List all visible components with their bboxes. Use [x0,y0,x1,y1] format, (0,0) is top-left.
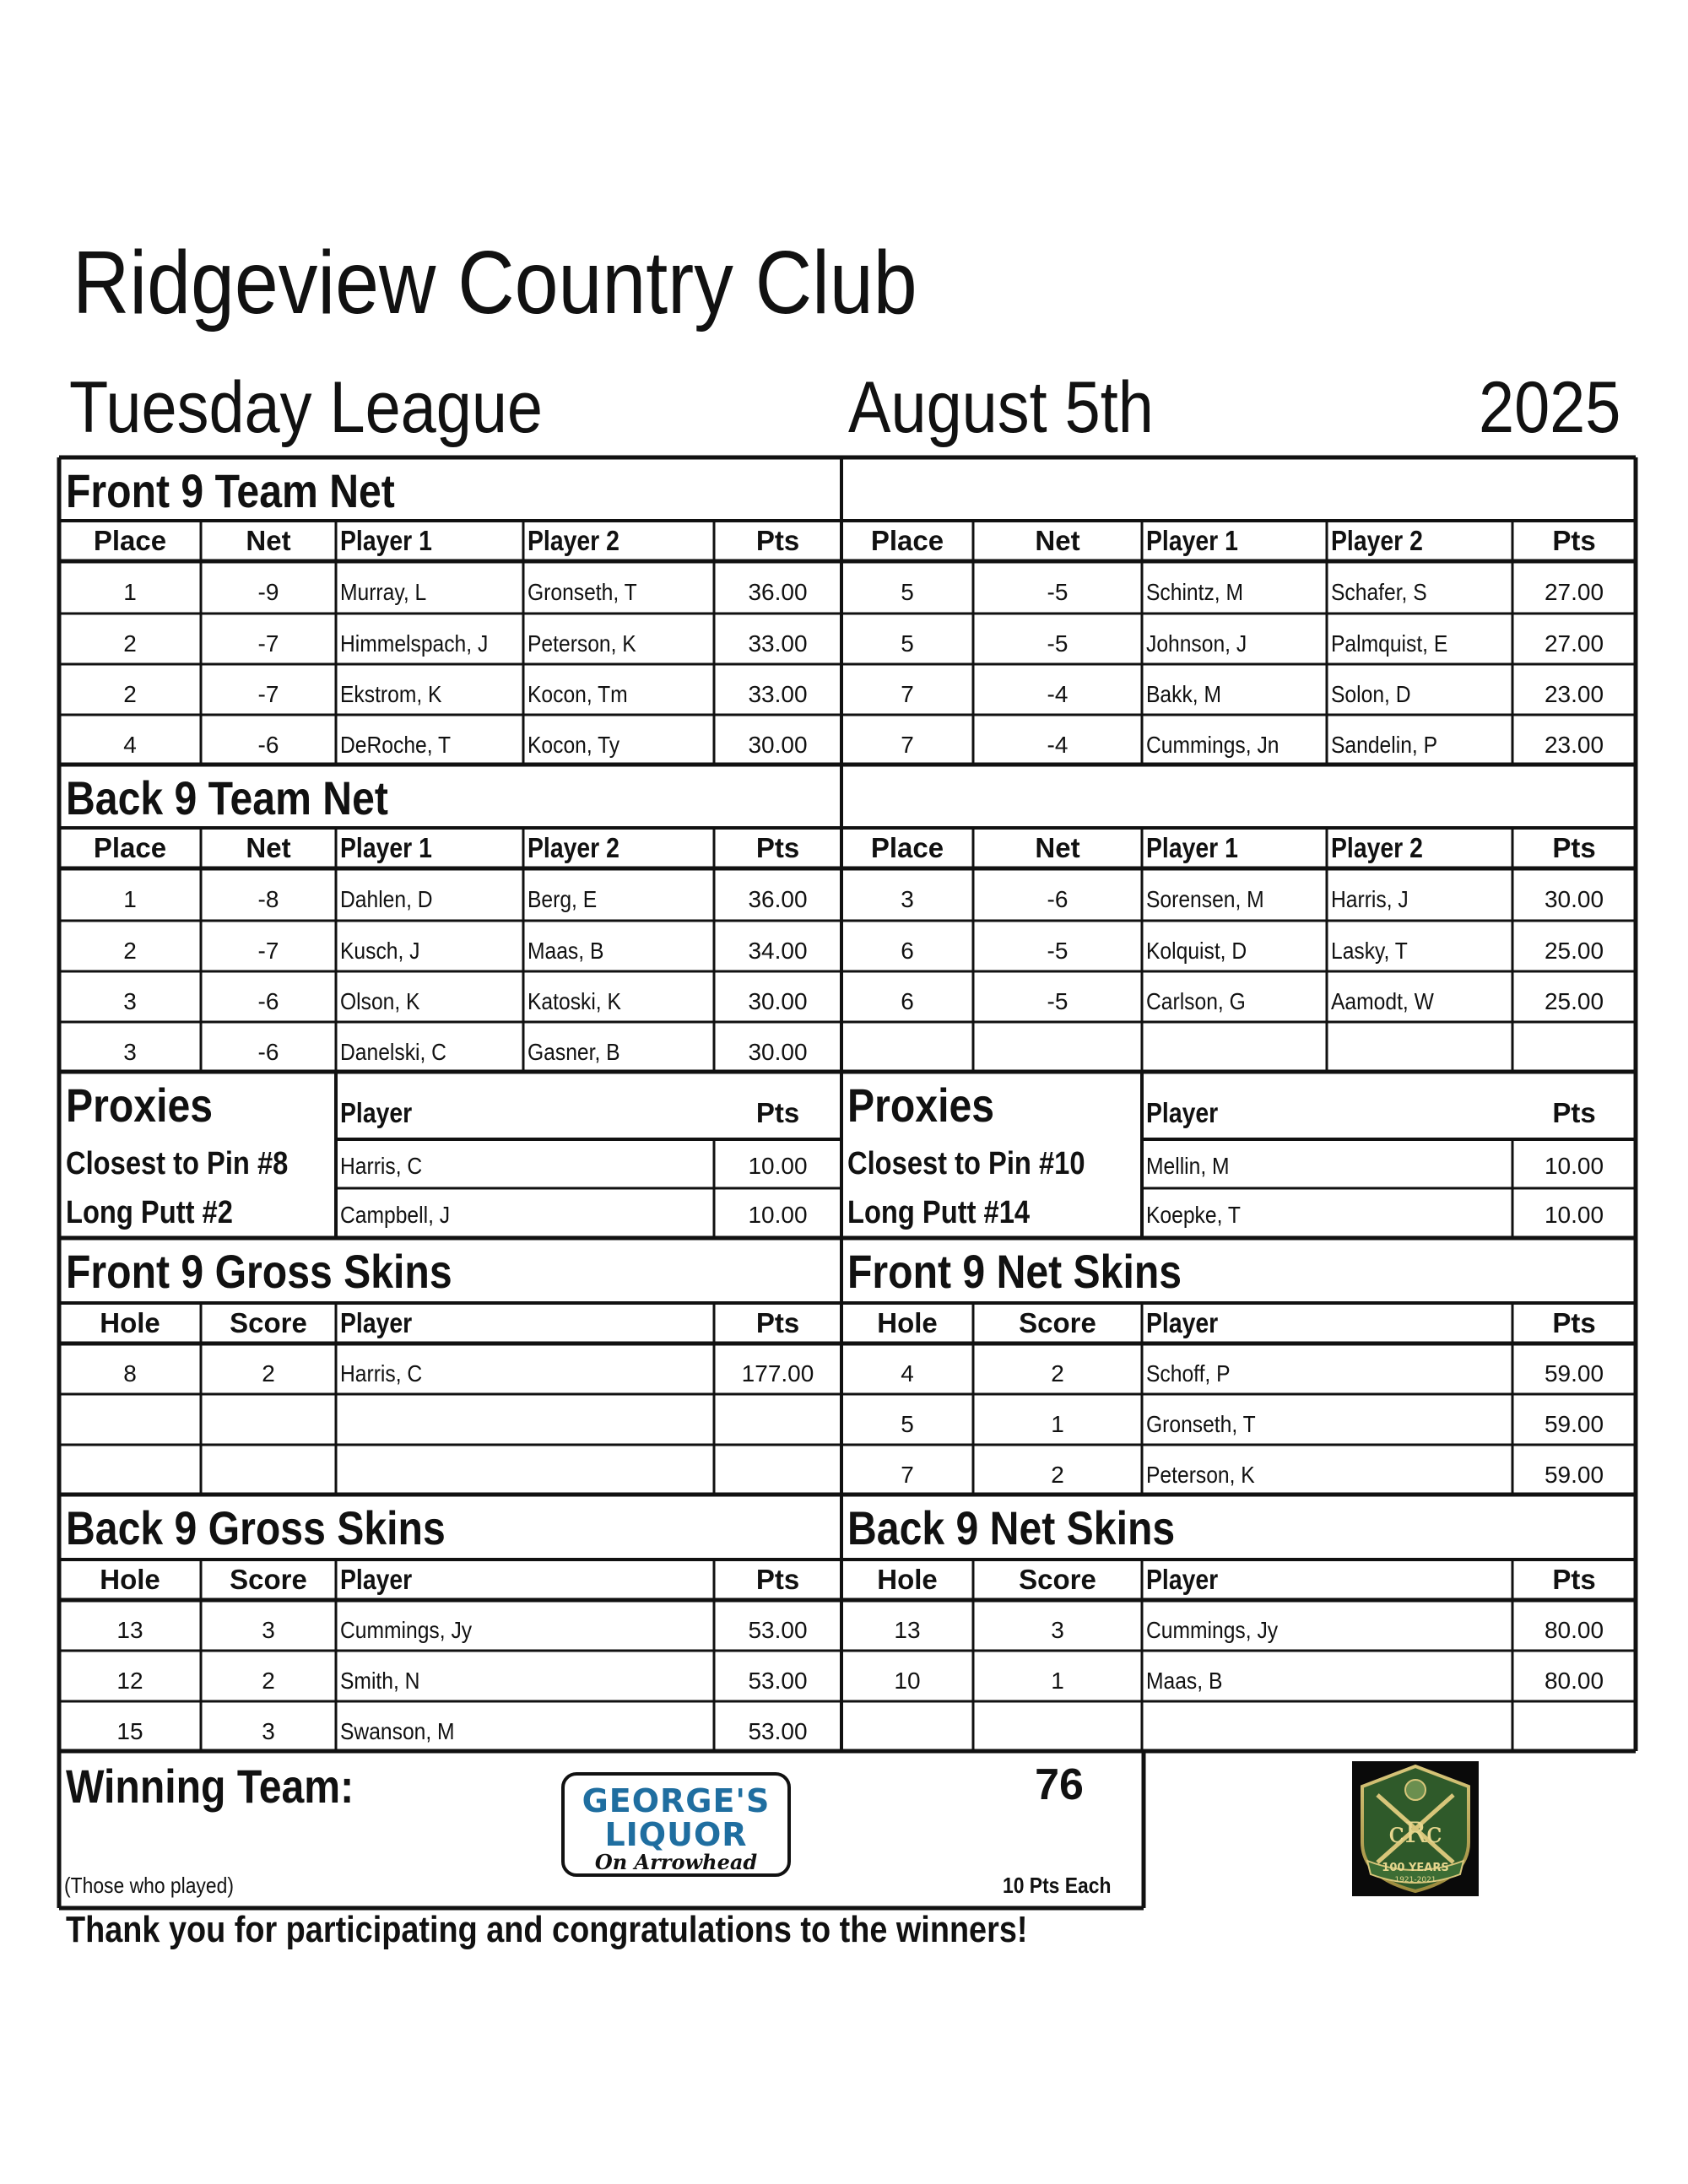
back9_team_net-right-header-4: Pts [1552,832,1596,863]
front9_net_skins-row-1-cell: 59.00 [1544,1411,1604,1437]
front9_team_net-right-header-4: Pts [1552,525,1596,556]
front9_team_net-left-row-0-cell: 36.00 [748,579,808,605]
back9_gross_skins-header-3: Pts [755,1564,800,1595]
back9_team_net-right-row-0-cell: 3 [901,886,914,912]
front9_team_net-right-row-2-cell: 23.00 [1544,681,1604,707]
back9_gross_skins-row-1-cell: 2 [262,1668,275,1694]
sponsor-line3: On Arrowhead [594,1850,758,1874]
front9_gross_skins-row-0-cell: Harris, C [340,1360,423,1387]
back9_team_net-left-row-1-cell: -7 [257,938,279,964]
back9_team_net-right-row-1-cell: 25.00 [1544,938,1604,964]
front9_team_net-right-row-1-cell: Johnson, J [1146,630,1247,657]
front9_team_net-left-row-0-cell: Gronseth, T [528,579,637,605]
back9_team_net-left-row-0-cell: 36.00 [748,886,808,912]
back9_team_net-right-header-0: Place [870,832,944,863]
front9_team_net-right-row-1-cell: 27.00 [1544,630,1604,657]
proxy-right-pts: 10.00 [1544,1153,1604,1179]
back9_team_net-right-row-0-cell: 30.00 [1544,886,1604,912]
winning-number: 76 [1035,1760,1084,1809]
back9_team_net-left-row-1-cell: 34.00 [748,938,808,964]
front9_net_skins-row-2-cell: 59.00 [1544,1461,1604,1488]
front9_net_skins-header-3: Pts [1552,1307,1596,1338]
front9_net_skins-row-1-cell: 5 [901,1411,914,1437]
back9_gross_skins-header-1: Score [230,1564,307,1595]
front9_team_net-left-row-1-cell: 2 [123,630,137,657]
back9_gross_skins-row-0-cell: Cummings, Jy [340,1617,473,1643]
front9_team_net-right-row-0-cell: 27.00 [1544,579,1604,605]
front9_team_net-right-row-3-cell: 23.00 [1544,731,1604,758]
front9_team_net-left-row-3-cell: 30.00 [748,731,808,758]
back9_team_net-right-row-2-cell: 25.00 [1544,988,1604,1014]
back9_team_net-right-row-2-cell: Aamodt, W [1331,988,1434,1014]
front9_team_net-left-row-3-cell: DeRoche, T [340,731,452,758]
front9_gross_skins-row-0-cell: 8 [123,1360,137,1387]
front9_gross_skins-header-3: Pts [755,1307,800,1338]
front9_team_net-left-header-1: Net [246,525,291,556]
back9_gross_skins-header-0: Hole [100,1564,160,1595]
back9_team_net-left-row-3-cell: Gasner, B [528,1038,620,1065]
winning-team-note: (Those who played) [64,1873,234,1898]
front9_team_net-left-row-3-cell: 4 [123,731,137,758]
front9_team_net-right-row-2-cell: 7 [901,681,914,707]
back9_team_net-title: Back 9 Team Net [66,771,388,824]
front9_gross_skins-row-0-cell: 177.00 [741,1360,814,1387]
front9_net_skins-row-0-cell: 59.00 [1544,1360,1604,1387]
front9_team_net-right-row-1-cell: 5 [901,630,914,657]
front9_gross_skins-title: Front 9 Gross Skins [66,1245,452,1298]
front9_team_net-left-row-0-cell: -9 [257,579,279,605]
front9_team_net-left-row-1-cell: Peterson, K [528,630,636,657]
back9_team_net-left-header-2: Player 1 [340,832,432,863]
back9_team_net-left-row-3-cell: 30.00 [748,1038,808,1065]
crc-100-years-logo [1352,1761,1479,1896]
back9_gross_skins-row-2-cell: 15 [116,1717,143,1744]
back9_team_net-left-row-2-cell: Katoski, K [528,988,621,1014]
back9_gross_skins-row-2-cell: 3 [262,1717,275,1744]
front9_gross_skins-header-2: Player [340,1307,413,1338]
proxy-right-player: Koepke, T [1146,1202,1241,1228]
front9_net_skins-row-0-cell: 4 [901,1360,914,1387]
proxy-right-label: Closest to Pin #10 [847,1146,1085,1181]
back9_gross_skins-row-1-cell: 12 [116,1668,143,1694]
sponsor-line2: LIQUOR [604,1816,748,1853]
proxy-left-pts: 10.00 [748,1202,808,1228]
back9_team_net-left-header-0: Place [93,832,167,863]
back9_gross_skins-row-0-cell: 13 [116,1617,143,1643]
front9_team_net-right-header-3: Player 2 [1331,525,1423,556]
front9_team_net-left-row-1-cell: -7 [257,630,279,657]
front9_team_net-right-row-1-cell: -5 [1047,630,1069,657]
front9_team_net-left-row-1-cell: Himmelspach, J [340,630,489,657]
front9_net_skins-row-2-cell: 7 [901,1461,914,1488]
front9_net_skins-row-2-cell: 2 [1051,1461,1064,1488]
back9_gross_skins-row-2-cell: Swanson, M [340,1717,455,1744]
georges-liquor-logo [561,1772,791,1877]
proxy-left-label: Closest to Pin #8 [66,1146,289,1181]
front9_gross_skins-header-0: Hole [100,1307,160,1338]
sponsor-line1: GEORGE'S [582,1782,771,1819]
front9_net_skins-row-1-cell: Gronseth, T [1146,1411,1256,1437]
back9_team_net-right-row-2-cell: -5 [1047,988,1069,1014]
back9_net_skins-row-1-cell: Maas, B [1146,1668,1223,1694]
front9_team_net-left-row-0-cell: Murray, L [340,579,427,605]
front9_gross_skins-row-0-cell: 2 [262,1360,275,1387]
back9_team_net-left-row-0-cell: 1 [123,886,137,912]
front9_net_skins-header-1: Score [1019,1307,1096,1338]
back9_team_net-left-header-1: Net [246,832,291,863]
winning-team-label: Winning Team: [66,1760,354,1813]
proxies-left-pts-header: Pts [755,1097,800,1128]
back9_net_skins-header-0: Hole [877,1564,938,1595]
back9_team_net-right-row-0-cell: Harris, J [1331,886,1409,912]
proxy-left-label: Long Putt #2 [66,1195,233,1230]
front9_team_net-left-row-0-cell: 1 [123,579,137,605]
front9_team_net-left-row-3-cell: -6 [257,731,279,758]
front9_team_net-right-row-2-cell: -4 [1047,681,1069,707]
front9_net_skins-row-0-cell: 2 [1051,1360,1064,1387]
back9_net_skins-row-0-cell: 3 [1051,1617,1064,1643]
back9_team_net-right-row-0-cell: -6 [1047,886,1069,912]
back9_team_net-left-row-0-cell: -8 [257,886,279,912]
front9_team_net-right-row-3-cell: 7 [901,731,914,758]
front9_team_net-left-row-2-cell: 2 [123,681,137,707]
front9_team_net-right-header-0: Place [870,525,944,556]
back9_net_skins-row-0-cell: 13 [894,1617,921,1643]
back9_team_net-right-row-1-cell: Lasky, T [1331,938,1408,964]
front9_team_net-left-row-1-cell: 33.00 [748,630,808,657]
proxies-right-player-header: Player [1146,1097,1219,1128]
back9_net_skins-row-0-cell: 80.00 [1544,1617,1604,1643]
front9_net_skins-row-2-cell: Peterson, K [1146,1461,1255,1488]
back9_net_skins-header-2: Player [1146,1564,1219,1595]
crc-years: 100 YEARS [1382,1862,1449,1874]
back9_team_net-right-row-0-cell: Sorensen, M [1146,886,1264,912]
front9_team_net-left-header-2: Player 1 [340,525,432,556]
front9_team_net-left-row-2-cell: Kocon, Tm [528,681,628,707]
league-name: Tuesday League [69,367,544,448]
back9_team_net-left-row-1-cell: 2 [123,938,137,964]
front9_team_net-left-header-4: Pts [755,525,800,556]
back9_net_skins-header-3: Pts [1552,1564,1596,1595]
back9_team_net-left-row-3-cell: Danelski, C [340,1038,446,1065]
front9_team_net-right-row-2-cell: Bakk, M [1146,681,1222,707]
proxy-right-pts: 10.00 [1544,1202,1604,1228]
back9_team_net-left-row-1-cell: Kusch, J [340,938,420,964]
front9_team_net-right-row-1-cell: Palmquist, E [1331,630,1448,657]
back9_team_net-left-header-3: Player 2 [528,832,619,863]
back9_team_net-left-row-2-cell: 30.00 [748,988,808,1014]
back9_team_net-right-row-2-cell: Carlson, G [1146,988,1246,1014]
back9_team_net-right-header-3: Player 2 [1331,832,1423,863]
front9_team_net-right-header-1: Net [1035,525,1080,556]
back9_team_net-left-row-2-cell: -6 [257,988,279,1014]
front9_net_skins-header-2: Player [1146,1307,1219,1338]
front9_net_skins-title: Front 9 Net Skins [847,1245,1182,1298]
back9_team_net-right-row-1-cell: 6 [901,938,914,964]
front9_net_skins-row-1-cell: 1 [1051,1411,1064,1437]
back9_net_skins-row-0-cell: Cummings, Jy [1146,1617,1279,1643]
back9_team_net-right-row-1-cell: Kolquist, D [1146,938,1247,964]
front9_team_net-left-header-0: Place [93,525,167,556]
proxies-right-title: Proxies [847,1078,995,1132]
front9_gross_skins-header-1: Score [230,1307,307,1338]
front9_team_net-left-row-2-cell: 33.00 [748,681,808,707]
back9_team_net-left-row-2-cell: 3 [123,988,137,1014]
front9_team_net-left-row-2-cell: Ekstrom, K [340,681,442,707]
front9_team_net-right-row-0-cell: 5 [901,579,914,605]
front9_team_net-right-row-3-cell: Sandelin, P [1331,731,1438,758]
proxies-left-player-header: Player [340,1097,413,1128]
back9_team_net-right-header-2: Player 1 [1146,832,1238,863]
back9_team_net-right-row-1-cell: -5 [1047,938,1069,964]
back9_team_net-left-row-1-cell: Maas, B [528,938,604,964]
proxies-right-pts-header: Pts [1552,1097,1596,1128]
event-date: August 5th [848,367,1154,448]
back9_gross_skins-row-2-cell: 53.00 [748,1717,808,1744]
winning-pts-note: 10 Pts Each [1003,1873,1112,1898]
back9_team_net-right-header-1: Net [1035,832,1080,863]
back9_team_net-left-row-3-cell: 3 [123,1038,137,1065]
back9_gross_skins-row-0-cell: 3 [262,1617,275,1643]
club-title: Ridgeview Country Club [73,233,917,332]
front9_team_net-right-row-0-cell: Schintz, M [1146,579,1244,605]
proxy-left-player: Harris, C [340,1153,423,1179]
back9_gross_skins-row-0-cell: 53.00 [748,1617,808,1643]
proxies-left-title: Proxies [66,1078,214,1132]
front9_team_net-title: Front 9 Team Net [66,464,395,517]
back9_gross_skins-header-2: Player [340,1564,413,1595]
front9_team_net-right-row-3-cell: Cummings, Jn [1146,731,1280,758]
crc-letters: cRc [1388,1816,1442,1850]
event-year: 2025 [1479,367,1621,448]
front9_net_skins-row-0-cell: Schoff, P [1146,1360,1231,1387]
front9_team_net-left-row-2-cell: -7 [257,681,279,707]
thank-you-message: Thank you for participating and congratulations to the winners! [66,1909,1028,1950]
back9_team_net-right-row-2-cell: 6 [901,988,914,1014]
back9_net_skins-row-1-cell: 10 [894,1668,921,1694]
back9_gross_skins-row-1-cell: 53.00 [748,1668,808,1694]
proxy-right-player: Mellin, M [1146,1153,1230,1179]
front9_team_net-right-header-2: Player 1 [1146,525,1238,556]
front9_team_net-left-row-3-cell: Kocon, Ty [528,731,620,758]
crc-span: 1921-2021 [1394,1876,1436,1884]
front9_net_skins-header-0: Hole [877,1307,938,1338]
back9_team_net-left-header-4: Pts [755,832,800,863]
back9_net_skins-row-1-cell: 1 [1051,1668,1064,1694]
front9_team_net-right-row-3-cell: -4 [1047,731,1069,758]
back9_team_net-left-row-2-cell: Olson, K [340,988,420,1014]
proxy-left-pts: 10.00 [748,1153,808,1179]
back9_net_skins-row-1-cell: 80.00 [1544,1668,1604,1694]
proxy-right-label: Long Putt #14 [847,1195,1031,1230]
front9_team_net-right-row-2-cell: Solon, D [1331,681,1411,707]
proxy-left-player: Campbell, J [340,1202,451,1228]
back9_gross_skins-row-1-cell: Smith, N [340,1668,420,1694]
front9_team_net-left-header-3: Player 2 [528,525,619,556]
back9_net_skins-title: Back 9 Net Skins [847,1501,1176,1554]
front9_team_net-right-row-0-cell: Schafer, S [1331,579,1427,605]
back9_team_net-left-row-0-cell: Berg, E [528,886,598,912]
back9_team_net-left-row-0-cell: Dahlen, D [340,886,433,912]
front9_team_net-right-row-0-cell: -5 [1047,579,1069,605]
back9_gross_skins-title: Back 9 Gross Skins [66,1501,446,1554]
back9_net_skins-header-1: Score [1019,1564,1096,1595]
back9_team_net-left-row-3-cell: -6 [257,1038,279,1065]
